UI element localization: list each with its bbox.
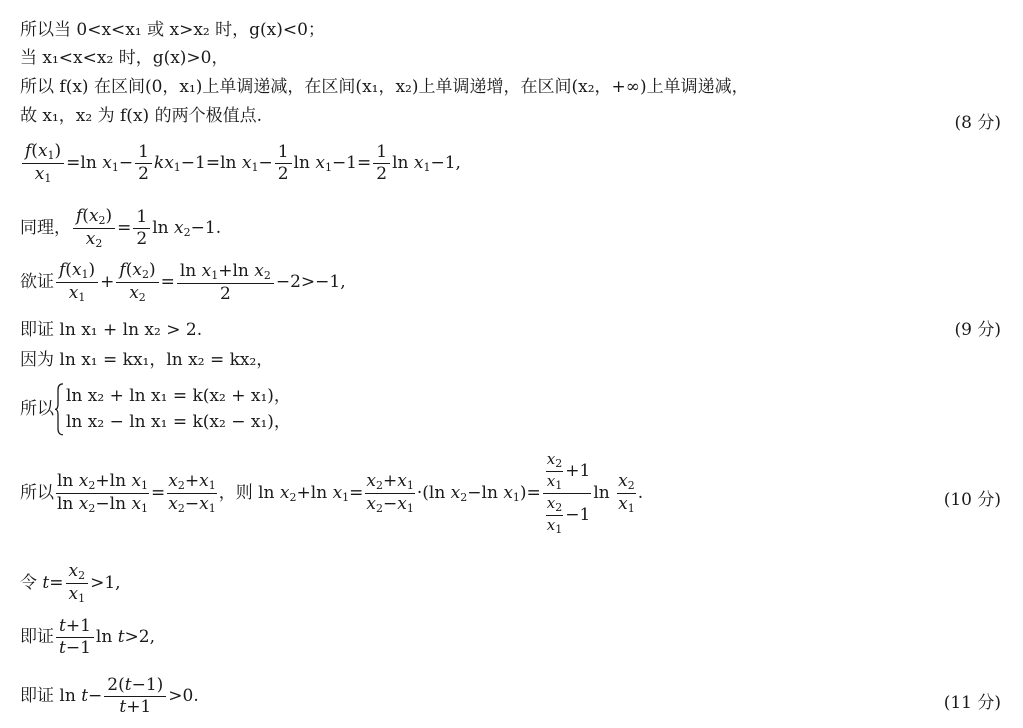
equation-line-14: 即证 ln t− $\frac{2(t-1)}{t+1}$ >0. xyxy=(20,675,199,717)
line-10-prefix: 所以 xyxy=(20,398,54,419)
line-7-prefix: 欲证 xyxy=(20,272,54,292)
fraction-fx2-over-x2: $\frac{f(x_2)}{x_2}$ xyxy=(73,208,115,249)
line-3-text: 所以 f(x) 在区间(0，x₁)上单调递减，在区间(x₁，x₂)上单调递增，在区间(x₂，+∞)上单调递减， xyxy=(20,77,749,97)
line-1-text: 所以当 0<x<x₁ 或 x>x₂ 时，g(x)<0； xyxy=(20,20,325,40)
fraction-x-ratio: $\frac{x_2+x_1}{x_2-x_1}$ xyxy=(366,471,414,515)
text-line-9 xyxy=(20,352,273,369)
fraction-ln-ratio: $\frac{\ln x_2+\ln x_1}{\ln x_2-\ln x_1}$ xyxy=(57,471,149,515)
equation-line-7: 欲证 $\frac{f(x_1)}{x_1}$ + $\frac{f(x_2)}{x_2}$ = $\frac{\ln x_1+\ln x_2}{2}$ −2>−1, xyxy=(20,260,346,304)
text-line-2 xyxy=(20,50,228,67)
fraction-lnsum-over-2: $\frac{\ln x_1+\ln x_2}{2}$ xyxy=(177,263,274,303)
fraction-half: $\frac{1}{2}$ xyxy=(133,209,150,248)
fraction-fx2-over-x2: $\frac{f(x_2)}{x_2}$ xyxy=(116,262,158,303)
fraction-t-ratio: $\frac{t+1}{t-1}$ xyxy=(56,618,94,657)
line-4-text: 故 x₁，x₂ 为 f(x) 的两个极值点. xyxy=(20,106,262,126)
fraction-fx1-over-x1: $\frac{f(x_1)}{x_1}$ xyxy=(22,143,64,184)
fraction-x-ratio: $\frac{x_2+x_1}{x_2-x_1}$ xyxy=(168,471,216,515)
line-11-mid: ，则 xyxy=(218,483,253,503)
text-line-8 xyxy=(20,322,202,339)
text-line-3 xyxy=(20,79,749,96)
text-line-4 xyxy=(20,108,262,125)
line-11-prefix: 所以 xyxy=(20,483,54,503)
score-9: (9 分) xyxy=(954,320,1001,340)
line-8-text: 即证 ln x₁ + ln x₂ > 2. xyxy=(20,320,203,340)
score-10: (10 分) xyxy=(943,490,1001,510)
fraction-compound: $\frac{x_2}{x_1}$ +1 $\frac{x_2}{x_1}$ −1 xyxy=(543,452,592,535)
left-brace-icon xyxy=(54,383,64,436)
equation-line-12: 令 t= $\frac{x_2}{x_1}$ >1, xyxy=(20,561,121,605)
line-6-prefix: 同理， xyxy=(20,218,71,238)
score-11: (11 分) xyxy=(943,693,1001,713)
score-8: (8 分) xyxy=(954,113,1001,133)
equation-system xyxy=(20,383,291,436)
text-line-1 xyxy=(20,22,325,39)
equation-line-5: $\frac{f(x_1)}{x_1}$ =ln $x_1-$ $\frac{1}{2}$ $kx_1-1=\ln$ $x_1-$ $\frac{1}{2}$ $\ln x_1-1=$ $\frac{1}{2}$ $\ln x_1-1$, xyxy=(20,143,461,184)
line-9-text: 因为 ln x₁ = kx₁，ln x₂ = kx₂， xyxy=(20,350,274,370)
fraction-2t-ratio: $\frac{2(t-1)}{t+1}$ xyxy=(104,677,166,716)
fraction-half: $\frac{1}{2}$ xyxy=(373,144,390,183)
fraction-half: $\frac{1}{2}$ xyxy=(135,144,152,183)
system-row-2: ln x₂ − ln x₁ = k(x₂ − x₁)， xyxy=(66,412,291,433)
fraction-x2-over-x1: $\frac{x_2}{x_1}$ xyxy=(618,471,635,515)
fraction-x2-over-x1: $\frac{x_2}{x_1}$ xyxy=(66,563,89,604)
line-2-text: 当 x₁<x<x₂ 时，g(x)>0， xyxy=(20,48,229,68)
equation-line-11: 所以 $\frac{\ln x_2+\ln x_1}{\ln x_2-\ln x_1}$ = $\frac{x_2+x_1}{x_2-x_1}$ ，则 $\ln x_2+\ln$ $x_1=$ $\frac{x_2+x_1}{x_2-x_1}$ ·(ln $x_2-\ln$ $x_1)=$ $\frac{x_2}{x_1}$ +1 $\frac{x_2}{x_1}$ −1 ln $\frac{x_2}{x_1}$ . xyxy=(20,450,644,536)
equation-line-6: 同理， $\frac{f(x_2)}{x_2}$ = $\frac{1}{2}$ $\ln x_2-1$. xyxy=(20,206,222,250)
equation-line-13: 即证 $\frac{t+1}{t-1}$ ln t>2, xyxy=(20,616,156,658)
line-13-prefix: 即证 xyxy=(20,627,54,647)
fraction-fx1-over-x1: $\frac{f(x_1)}{x_1}$ xyxy=(56,262,98,303)
fraction-half: $\frac{1}{2}$ xyxy=(275,144,292,183)
line-12-prefix: 令 xyxy=(20,573,37,593)
system-of-equations xyxy=(54,383,291,436)
system-row-1: ln x₂ + ln x₁ = k(x₂ + x₁)， xyxy=(66,386,291,406)
line-14-prefix: 即证 xyxy=(20,686,54,706)
